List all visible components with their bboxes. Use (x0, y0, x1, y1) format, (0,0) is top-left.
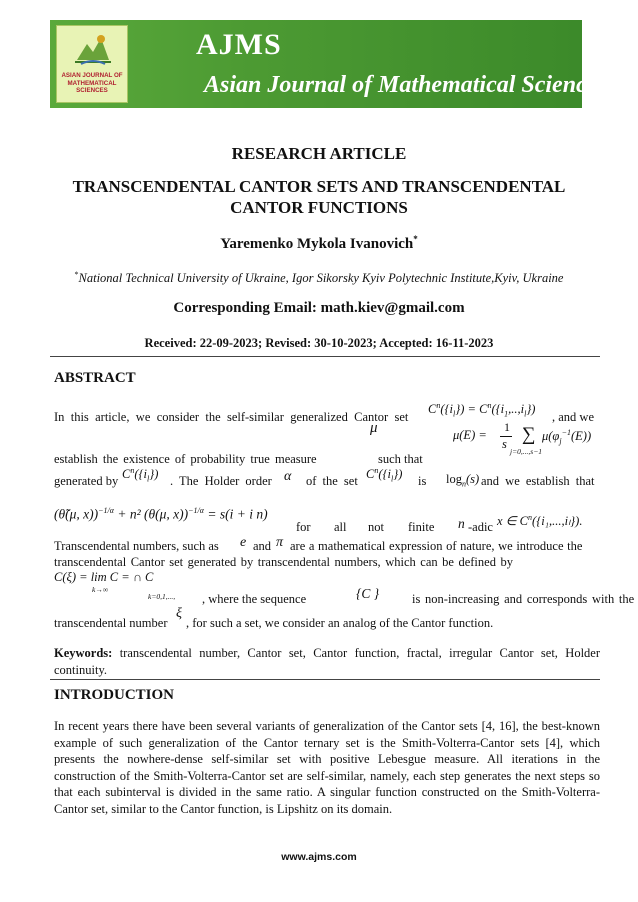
abstract-line: and (253, 539, 272, 553)
abstract-line: . The Holder order (170, 474, 272, 488)
formula-frac-den: s (502, 437, 507, 451)
abstract-line: are a mathematical expression of nature, we introduce the (290, 539, 583, 553)
formula-part: μ(E) = (453, 428, 487, 442)
logo-emblem-icon (71, 30, 115, 68)
abstract-line: , and we (552, 410, 594, 424)
abstract-line: transcendental number (54, 616, 168, 630)
abstract-word: not (368, 520, 384, 534)
formula-limit-under: k→∞ (92, 585, 109, 594)
formula-part: ({i₁,...,iₗ}). (532, 514, 583, 529)
formula-exponent: −1/α (98, 506, 114, 515)
abstract-word: for (296, 520, 311, 534)
author-text: Yaremenko Mykola Ivanovich (220, 236, 414, 252)
corresponding-email: Corresponding Email: math.kiev@gmail.com (173, 300, 465, 316)
divider (50, 356, 600, 357)
journal-acronym: AJMS (196, 28, 282, 61)
formula-mu: μ (370, 420, 378, 436)
formula-symbol: C (428, 402, 437, 417)
formula-part: (θ(μ, x)) (144, 506, 189, 522)
abstract-line: establish the existence of probability true measure (54, 452, 317, 466)
abstract-word: finite (408, 520, 435, 534)
keywords-label: Keywords: (54, 646, 113, 660)
abstract-word: -adic (468, 520, 493, 534)
abstract-line: is (418, 474, 427, 488)
footer-url[interactable]: www.ajms.com (281, 851, 357, 863)
introduction-text: In recent years there have been several variants of generalization of the Cantor sets [4, 16], the best-known example of such generalization of the Cantor ternary set is the Smith-Volterra-Cantor sets [4], which presents the nowhere-dense self-similar set with positive Lebesgue measure. All iterations in the construction of the Smith-Volterra-Cantor set are self-similar, namely, each step generates the next steps so that each subinterval is divided in the same ratio. A singular function constructed on the Smith-Volterra-Cantor set, similar to the Cantor function, is Lipshitz on its domain. (54, 719, 600, 816)
sum-icon: ∑ (522, 424, 536, 445)
affiliation (0, 270, 638, 286)
formula-n: n (458, 516, 465, 531)
formula-cap-under: k=0,1,..., (148, 592, 176, 601)
formula-cantor-set: $C^n(\{i_l\}) = C^n(\{i_1,..,i_l\})$ (428, 401, 536, 419)
formula-symbol: C (479, 402, 488, 417)
formula-part: = s(i + i n) (207, 506, 268, 522)
article-type: RESEARCH ARTICLE (231, 144, 407, 163)
keywords-text: transcendental number, Cantor set, Cantor function, fractal, irregular Cantor set, Holder continuity. (54, 646, 601, 677)
formula-part: (E)) (571, 429, 592, 444)
logo-text (57, 72, 127, 95)
formula-part: x ∈ C (497, 514, 529, 529)
abstract-line: Transcendental numbers, such as (54, 539, 219, 553)
affil-mark: * (74, 270, 79, 279)
abstract-line: transcendental Cantor set generated by transcendental numbers, which can be defined by (54, 555, 513, 569)
journal-banner (50, 20, 607, 108)
formula-limit: C(ξ) = lim C = ∩ C (54, 570, 154, 584)
formula-measure (453, 428, 487, 443)
journal-logo (56, 25, 128, 103)
abstract-line: , where the sequence (202, 592, 307, 606)
formula-symbol: C (366, 467, 375, 482)
formula-e: e (240, 535, 247, 550)
formula-frac-num: 1 (504, 420, 510, 434)
formula-part: (s) (465, 472, 480, 486)
introduction-heading: INTRODUCTION (54, 687, 175, 703)
formula-ck: {C } (356, 586, 380, 601)
logo-line: SCIENCES (76, 87, 108, 94)
formula-sum-index: j=0,...,s−1 (510, 447, 542, 456)
abstract-line: such that (378, 452, 423, 466)
abstract-heading: ABSTRACT (54, 370, 136, 386)
formula-measure-rhs: $\mu(\varphi_j^{-1}(E))$ (542, 428, 592, 446)
keywords (54, 645, 600, 678)
formula-part: log (446, 472, 462, 486)
formula-part: (θ̃(μ, x)) (54, 506, 99, 522)
article-dates: Received: 22-09-2023; Revised: 30-10-2023; Accepted: 16-11-2023 (144, 336, 494, 350)
logo-line: ASIAN JOURNAL OF (61, 72, 123, 79)
formula-log: $\log_n(s)$ (446, 472, 480, 489)
formula-symbol: C (122, 467, 131, 482)
title-line-2: CANTOR FUNCTIONS (230, 198, 408, 217)
abstract-line: of the set (306, 474, 358, 488)
article-title (0, 176, 638, 218)
formula-holder (54, 506, 268, 523)
journal-name: Asian Journal of Mathematical Sciences (204, 72, 607, 98)
formula-part: μ(φ (542, 429, 560, 444)
abstract-line: In this article, we consider the self-similar generalized Cantor set (54, 410, 409, 424)
title-line-1: TRANSCENDENTAL CANTOR SETS AND TRANSCENDENTAL (72, 177, 566, 196)
abstract-line: generated by (54, 474, 119, 488)
author-mark: * (413, 234, 418, 244)
divider (50, 679, 600, 680)
formula-xi: ξ (176, 606, 182, 621)
abstract-word: all (334, 520, 347, 534)
formula-cantor-set-short: $C^n(\{i_l\})$ (122, 466, 159, 484)
formula-part: + n² (117, 506, 141, 522)
logo-line: MATHEMATICAL (67, 79, 117, 87)
formula-alpha: α (284, 469, 292, 484)
formula-x-in: x ∈ $C^n(\{i_1,...,i_l\})$. (497, 513, 583, 529)
author-name (0, 234, 638, 253)
formula-cantor-set-short: $C^n(\{i_l\})$ (366, 466, 403, 484)
affiliation-text: National Technical University of Ukraine, Igor Sikorsky Kyiv Polytechnic Institute,Kyiv, Ukraine (78, 271, 564, 286)
abstract-line: , for such a set, we consider an analog of the Cantor function. (186, 616, 494, 630)
formula-exponent: −1/α (188, 506, 204, 515)
abstract-line: and we establish that (481, 474, 595, 488)
abstract-line: is non-increasing and corresponds with the (412, 592, 635, 606)
formula-pi: π (276, 535, 284, 550)
